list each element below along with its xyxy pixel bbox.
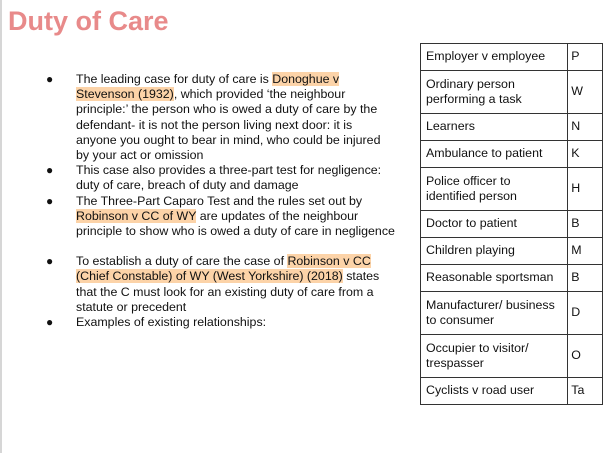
relationship-cell: Reasonable sportsman: [421, 265, 568, 292]
table-row: [421, 378, 603, 405]
bullet-text: are updates of the neighbour principle to show who is owed a duty of care in negligence: [76, 208, 395, 239]
case-example-cell: M: [568, 238, 603, 265]
bullet-text: To establish a duty of care the case of: [76, 254, 288, 269]
bullet-text: , which provided ‘the neighbour principle:’ the person who is owed a duty of care by the defendant- it is not the person living next door: it is anyone you ought to bear in mind, who could be injured by your act or omission: [76, 87, 381, 163]
bullet-item: [44, 254, 396, 315]
case-example-cell: H: [568, 168, 603, 211]
bullet-text: states that the C must look for an existing duty of care from a statute or precedent: [76, 269, 380, 314]
case-example-cell: Ta: [568, 378, 603, 405]
relationship-cell: Ordinary person performing a task: [421, 71, 568, 114]
table-row: [421, 265, 603, 292]
relationships-table: [420, 43, 603, 405]
table-row: [421, 335, 603, 378]
case-example-cell: B: [568, 265, 603, 292]
relationship-cell: Cyclists v road user: [421, 378, 568, 405]
relationship-cell: Manufacturer/ business to consumer: [421, 292, 568, 335]
bullet-item: [44, 194, 396, 240]
bullet-item: [44, 315, 396, 330]
highlighted-case-name: Robinson v CC of WY: [76, 208, 197, 223]
table-row: [421, 44, 603, 71]
relationship-cell: Doctor to patient: [421, 211, 568, 238]
relationship-cell: Ambulance to patient: [421, 141, 568, 168]
highlighted-case-name: Robinson v CC (Chief Constable) of WY (West Yorkshire) (2018): [76, 254, 371, 284]
bullet-text: Examples of existing relationships:: [76, 315, 267, 330]
slide-left-edge: [0, 0, 2, 453]
bullet-dot-icon: ●: [46, 254, 54, 269]
bullet-text: The leading case for duty of care is: [76, 72, 273, 86]
case-example-cell: D: [568, 292, 603, 335]
bullet-list: [44, 72, 396, 330]
table-row: [421, 211, 603, 238]
table-row: [421, 292, 603, 335]
bullet-dot-icon: ●: [46, 315, 54, 330]
bullet-dot-icon: ●: [46, 72, 54, 86]
table-row: [421, 141, 603, 168]
case-example-cell: N: [568, 114, 603, 141]
case-example-cell: K: [568, 141, 603, 168]
table-row: [421, 71, 603, 114]
case-example-cell: O: [568, 335, 603, 378]
bullet-text: This case also provides a three-part test for negligence: duty of care, breach of duty and damage: [76, 163, 382, 193]
bullet-dot-icon: ●: [46, 163, 54, 178]
relationship-cell: Employer v employee: [421, 44, 568, 71]
bullet-item: [44, 72, 396, 163]
highlighted-case-name: Donoghue v Stevenson (1932): [76, 72, 340, 102]
table-row: [421, 168, 603, 211]
relationships-table-body: [421, 44, 603, 405]
bullet-text: The Three-Part Caparo Test and the rules set out by: [76, 193, 363, 208]
case-example-cell: P: [568, 44, 603, 71]
relationship-cell: Children playing: [421, 238, 568, 265]
relationship-cell: Police officer to identified person: [421, 168, 568, 211]
relationship-cell: Learners: [421, 114, 568, 141]
bullet-item: [44, 163, 396, 193]
relationship-cell: Occupier to visitor/ trespasser: [421, 335, 568, 378]
relationships-table-container: [420, 43, 603, 405]
slide-title: Duty of Care: [8, 6, 169, 36]
bullet-dot-icon: ●: [46, 193, 54, 208]
case-example-cell: W: [568, 71, 603, 114]
table-row: [421, 238, 603, 265]
case-example-cell: B: [568, 211, 603, 238]
table-row: [421, 114, 603, 141]
